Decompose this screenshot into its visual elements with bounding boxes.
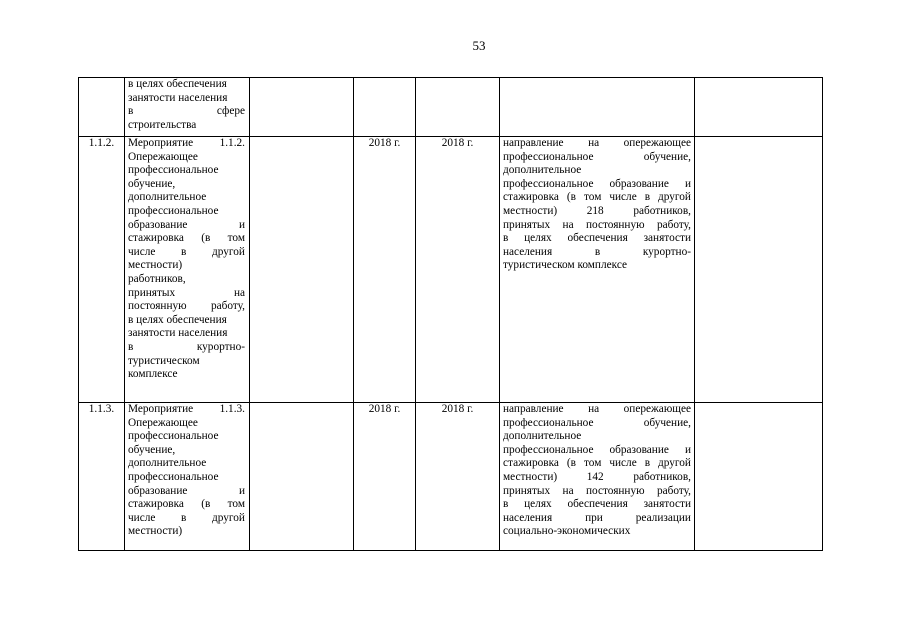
text-word: принятых: [128, 286, 176, 299]
text-word: работников,: [633, 204, 691, 217]
text-line: профессиональное: [128, 430, 219, 443]
text-word: в: [128, 340, 134, 353]
text-word: работников,: [633, 470, 691, 483]
text-word: целях: [524, 232, 552, 245]
text-line: [503, 151, 691, 165]
measure-name-cell: [125, 403, 250, 551]
text-word: на: [562, 218, 574, 231]
text-word: местности): [503, 470, 558, 483]
text-word: опережающее: [623, 403, 691, 415]
text-line: туристическом комплексе: [503, 259, 628, 272]
text-word: стажировка: [128, 498, 184, 511]
text-word: целях: [524, 498, 552, 511]
text-line: [128, 246, 245, 260]
responsible-cell: [250, 137, 354, 403]
row-number-cell: [79, 78, 125, 137]
text-word: опережающее: [623, 137, 691, 149]
text-line: [503, 219, 691, 233]
text-word: обучение,: [643, 416, 691, 429]
measure-name-lines: [125, 137, 249, 382]
text-line: [503, 205, 691, 219]
note-cell: [695, 403, 823, 551]
text-line: строительства: [128, 118, 197, 131]
text-line: [503, 498, 691, 512]
text-word: (в: [201, 232, 211, 245]
end-date-cell: [416, 137, 500, 403]
end-date-cell: [416, 403, 500, 551]
expected-result-cell: [500, 78, 695, 137]
measure-name-cell: [125, 78, 250, 137]
start-date: 2018 г.: [368, 137, 401, 149]
measure-name-cell: [125, 137, 250, 403]
text-word: другой: [658, 191, 691, 204]
text-word: на: [588, 403, 600, 415]
text-line: социально-экономических: [503, 525, 631, 538]
text-word: стажировка: [128, 232, 184, 245]
text-word: числе: [128, 511, 156, 524]
end-date: 2018 г.: [441, 137, 474, 149]
text-word: том: [227, 232, 245, 245]
text-word: Мероприятие: [128, 403, 194, 415]
text-word: том: [583, 191, 602, 204]
text-line: [503, 457, 691, 471]
text-line: [503, 417, 691, 431]
text-line: [128, 232, 245, 246]
text-word: и: [238, 218, 245, 231]
start-date-cell: [354, 78, 416, 137]
text-line: дополнительное: [128, 457, 207, 470]
text-word: направление: [503, 403, 564, 415]
text-word: Мероприятие: [128, 137, 194, 149]
text-line: [128, 403, 245, 417]
text-line: местности): [128, 525, 183, 538]
text-word: занятости: [643, 498, 691, 511]
text-word: (в: [566, 191, 576, 204]
text-line: [503, 191, 691, 205]
text-word: другой: [212, 511, 245, 524]
text-word: 218: [586, 204, 604, 217]
text-line: местности): [128, 259, 183, 272]
text-line: [128, 300, 245, 314]
text-line: в целях обеспечения: [128, 313, 227, 326]
text-line: в целях обеспечения: [128, 78, 227, 90]
text-line: работников,: [128, 272, 186, 285]
text-word: другой: [658, 457, 691, 470]
text-word: постоянную: [128, 300, 187, 313]
text-line: [503, 137, 691, 151]
plan-table: [78, 77, 823, 551]
text-word: сфере: [216, 105, 245, 118]
text-line: Опережающее: [128, 416, 198, 429]
text-word: профессиональное: [503, 416, 594, 429]
text-line: профессиональное: [128, 164, 219, 177]
text-word: (в: [201, 498, 211, 511]
page-number: 53: [472, 38, 486, 53]
text-word: направление: [503, 137, 564, 149]
start-date-cell: [354, 403, 416, 551]
text-line: обучение,: [128, 177, 176, 190]
text-line: профессиональное: [128, 204, 219, 217]
text-word: том: [227, 498, 245, 511]
text-line: [503, 232, 691, 246]
text-line: обучение,: [128, 443, 176, 456]
text-line: занятости населения: [128, 327, 228, 340]
responsible-cell: [250, 403, 354, 551]
note-cell: [695, 78, 823, 137]
text-word: постоянную: [585, 218, 645, 231]
text-word: числе: [128, 245, 156, 258]
table-row: [79, 78, 823, 137]
responsible-cell: [250, 78, 354, 137]
text-line: туристическом: [128, 354, 200, 367]
text-word: в: [181, 245, 187, 258]
text-word: работу,: [656, 484, 691, 497]
row-number: 1.1.3.: [88, 403, 115, 415]
measure-name-lines: [125, 403, 249, 539]
text-word: стажировка: [503, 191, 559, 204]
text-word: курортно-: [642, 245, 691, 258]
row-number-cell: [79, 137, 125, 403]
text-word: образование: [609, 443, 669, 456]
text-word: на: [233, 286, 245, 299]
expected-result-cell: [500, 403, 695, 551]
text-line: профессиональное: [128, 470, 219, 483]
text-line: [503, 178, 691, 192]
text-word: 142: [586, 470, 604, 483]
text-word: числе: [609, 457, 637, 470]
text-word: (в: [566, 457, 576, 470]
row-number: 1.1.2.: [88, 137, 115, 149]
text-word: и: [684, 443, 691, 456]
text-word: и: [684, 177, 691, 190]
text-line: дополнительное: [503, 164, 582, 177]
text-word: на: [588, 137, 600, 149]
start-date-cell: [354, 137, 416, 403]
text-line: [503, 485, 691, 499]
note-cell: [695, 137, 823, 403]
text-word: профессиональное: [503, 150, 594, 163]
start-date: 2018 г.: [368, 403, 401, 415]
text-word: образование: [128, 218, 188, 231]
expected-result-cell: [500, 137, 695, 403]
text-word: постоянную: [585, 484, 645, 497]
end-date: 2018 г.: [441, 403, 474, 415]
text-word: в: [503, 232, 509, 245]
row-number-cell: [79, 403, 125, 551]
table-row: [79, 403, 823, 551]
text-word: на: [562, 484, 574, 497]
table-row: [79, 137, 823, 403]
text-word: работу,: [210, 300, 245, 313]
text-word: при: [585, 511, 603, 524]
text-word: в: [644, 457, 651, 470]
text-word: образование: [128, 484, 188, 497]
text-word: в: [503, 498, 509, 511]
end-date-cell: [416, 78, 500, 137]
text-word: 1.1.2.: [219, 137, 245, 149]
text-word: в: [181, 511, 187, 524]
text-line: Опережающее: [128, 150, 198, 163]
text-word: обучение,: [643, 150, 691, 163]
text-word: образование: [609, 177, 669, 190]
text-line: [503, 512, 691, 526]
text-line: [128, 287, 245, 301]
text-word: том: [583, 457, 602, 470]
measure-name-lines: [125, 78, 249, 132]
text-word: принятых: [503, 218, 551, 231]
text-word: в: [128, 105, 134, 118]
text-line: [128, 485, 245, 499]
text-line: [128, 105, 245, 119]
text-line: дополнительное: [503, 430, 582, 443]
text-line: [503, 403, 691, 417]
text-line: [503, 246, 691, 260]
text-word: работу,: [656, 218, 691, 231]
text-word: в: [594, 245, 601, 258]
text-word: и: [238, 484, 245, 497]
text-word: курортно-: [196, 340, 245, 353]
text-word: профессиональное: [503, 443, 594, 456]
text-line: [128, 137, 245, 151]
text-line: [128, 341, 245, 355]
text-line: комплексе: [128, 368, 178, 381]
text-word: обеспечения: [567, 232, 628, 245]
text-word: стажировка: [503, 457, 559, 470]
text-word: другой: [212, 245, 245, 258]
text-line: занятости населения: [128, 91, 228, 104]
text-word: числе: [609, 191, 637, 204]
expected-result-lines: [500, 137, 694, 273]
text-word: в: [644, 191, 651, 204]
text-word: профессиональное: [503, 177, 594, 190]
text-word: населения: [503, 245, 553, 258]
text-word: местности): [503, 204, 558, 217]
text-line: [503, 471, 691, 485]
text-word: занятости: [643, 232, 691, 245]
expected-result-lines: [500, 403, 694, 539]
text-line: [128, 498, 245, 512]
text-line: [128, 219, 245, 233]
text-word: обеспечения: [567, 498, 628, 511]
text-word: принятых: [503, 484, 551, 497]
text-word: 1.1.3.: [219, 403, 245, 415]
text-word: реализации: [635, 511, 691, 524]
text-line: [128, 512, 245, 526]
text-line: [503, 444, 691, 458]
text-line: дополнительное: [128, 191, 207, 204]
text-word: населения: [503, 511, 553, 524]
